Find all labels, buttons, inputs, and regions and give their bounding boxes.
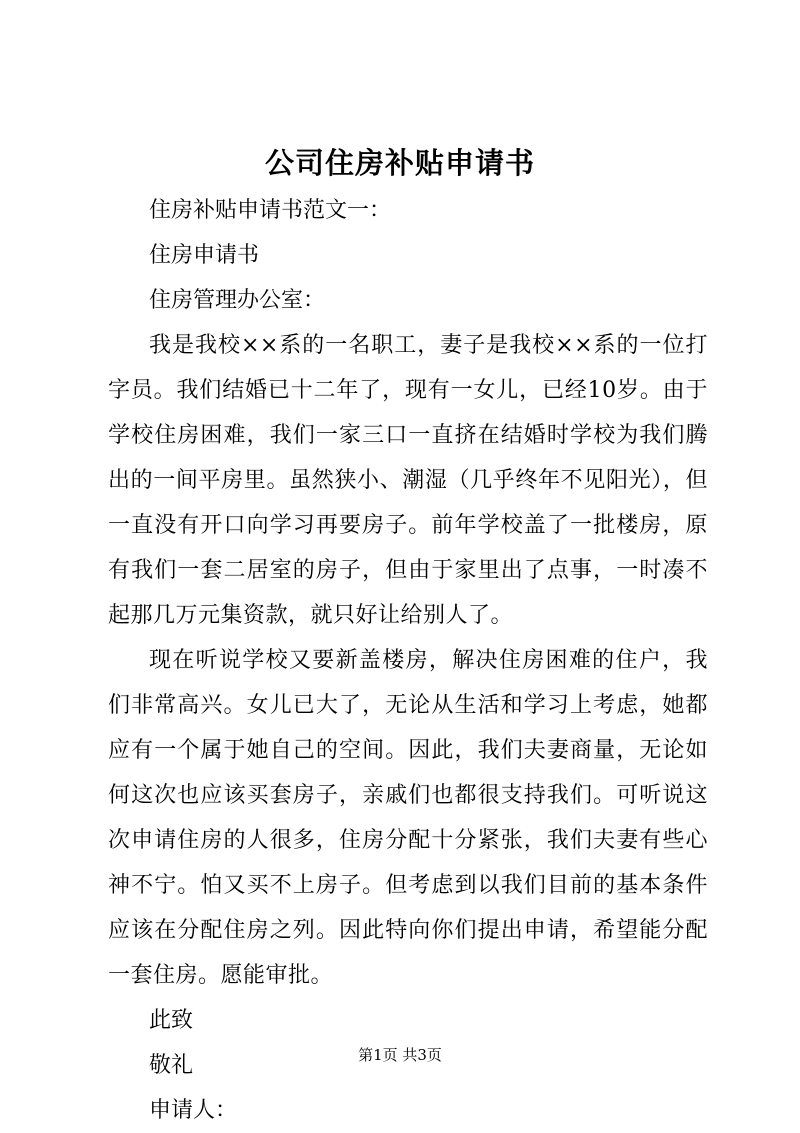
document-body bbox=[108, 188, 708, 1133]
closing-regards: 敬礼 bbox=[149, 1053, 194, 1078]
document-title: 公司住房补贴申请书 bbox=[264, 146, 535, 180]
body-paragraph-2: 现在听说学校又要新盖楼房，解决住房困难的住户，我们非常高兴。女儿已大了，无论从生活和学习上考虑，她都应有一个属于她自己的空间。因此，我们夫妻商量，无论如何这次也应该买套房子，亲戚们也都很支持我们。可听说这次申请住房的人很多，住房分配十分紧张，我们夫妻有些心神不宁。怕又买不上房子。但考虑到以我们目前的基本条件应该在分配住房之列。因此特向你们提出申请，希望能分配一套住房。愿能审批。 bbox=[108, 648, 708, 988]
page-footer: 第1页 共3页 bbox=[358, 1046, 442, 1064]
signature-label: 申请人： bbox=[149, 1098, 238, 1123]
closing-salutation: 此致 bbox=[149, 1008, 194, 1033]
letter-recipient: 住房管理办公室： bbox=[149, 288, 326, 313]
body-paragraph-1: 我是我校××系的一名职工，妻子是我校××系的一位打字员。我们结婚已十二年了，现有一女儿，已经10岁。由于学校住房困难，我们一家三口一直挤在结婚时学校为我们腾出的一间平房里。虽然狭小、潮湿（几乎终年不见阳光），但一直没有开口向学习再要房子。前年学校盖了一批楼房，原有我们一套二居室的房子，但由于家里出了点事，一时凑不起那几万元集资款，就只好让给别人了。 bbox=[108, 333, 708, 628]
document-subtitle: 住房补贴申请书范文一： bbox=[149, 198, 392, 223]
letter-heading: 住房申请书 bbox=[149, 243, 260, 268]
